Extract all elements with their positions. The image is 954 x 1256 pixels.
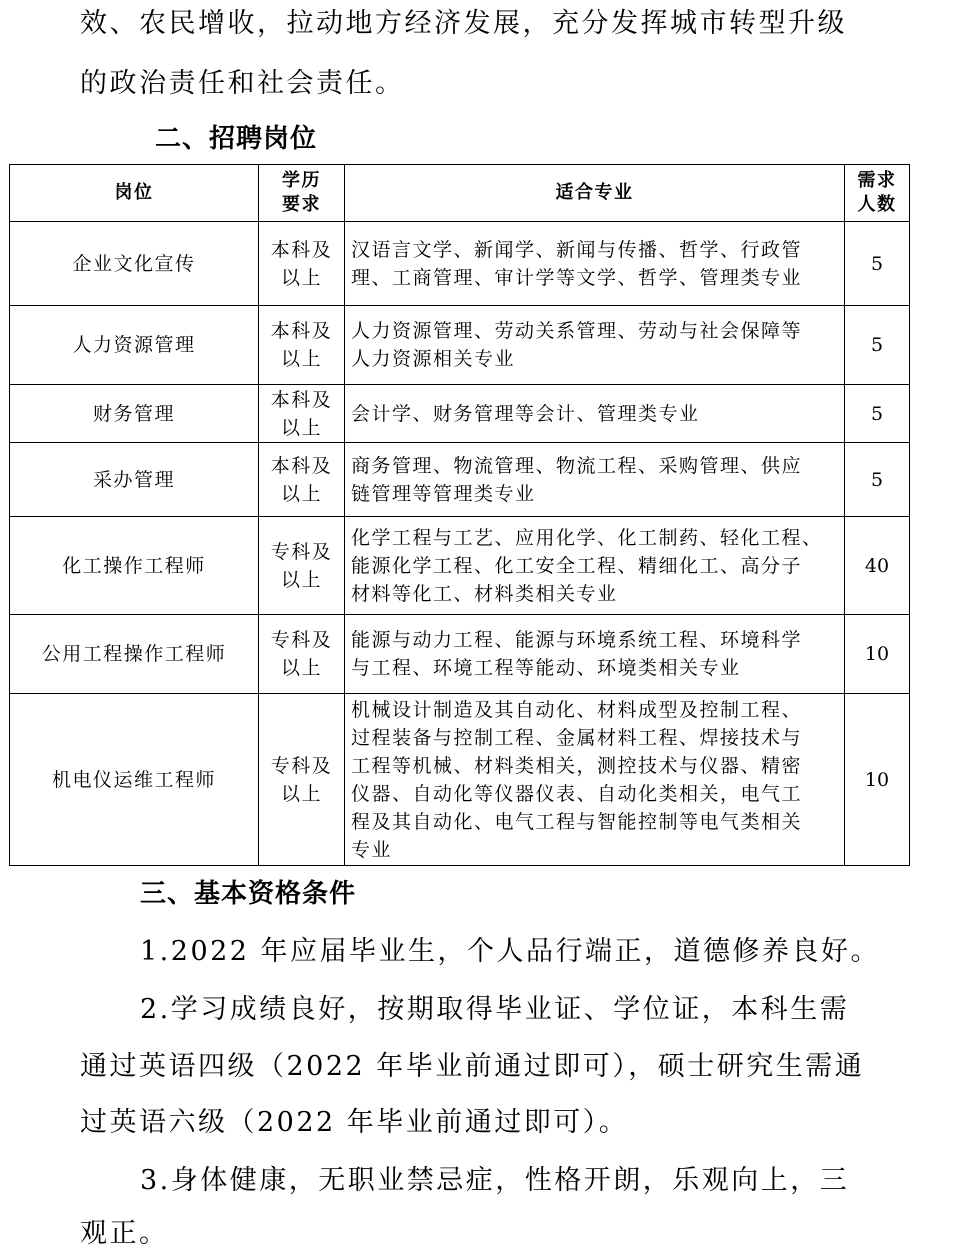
row-majors-line: 能源化学工程、化工安全工程、精细化工、高分子 bbox=[351, 554, 803, 577]
table-header-row bbox=[10, 165, 910, 222]
row-majors-line: 过程装备与控制工程、金属材料工程、焊接技术与 bbox=[351, 726, 803, 749]
row-majors-line: 会计学、财务管理等会计、管理类专业 bbox=[351, 402, 700, 425]
row-education-line: 以上 bbox=[280, 348, 322, 370]
recruitment-table bbox=[9, 164, 910, 866]
row-education-line: 以上 bbox=[280, 568, 322, 591]
row-majors bbox=[345, 615, 845, 694]
row-position: 企业文化宣传 bbox=[10, 222, 259, 306]
row-majors bbox=[345, 694, 845, 866]
row-majors bbox=[345, 222, 845, 306]
row-majors-line: 化学工程与工艺、应用化学、化工制药、轻化工程、 bbox=[351, 526, 823, 549]
section-2-heading: 二、招聘岗位 bbox=[155, 124, 318, 154]
row-education bbox=[259, 694, 345, 866]
row-majors-line: 仪器、自动化等仪器仪表、自动化类相关，电气工 bbox=[351, 782, 803, 805]
row-majors-line: 人力资源管理、劳动关系管理、劳动与社会保障等 bbox=[351, 320, 803, 342]
table-row bbox=[10, 306, 910, 385]
header-count-line-1: 需求 bbox=[857, 170, 897, 191]
row-education-line: 以上 bbox=[280, 782, 322, 805]
row-education-line: 本科及 bbox=[270, 320, 333, 342]
row-majors-line: 材料等化工、材料类相关专业 bbox=[351, 582, 618, 605]
row-count: 10 bbox=[845, 615, 910, 694]
intro-line-1: 效、农民增收，拉动地方经济发展，充分发挥城市转型升级 bbox=[80, 8, 847, 39]
row-majors-line: 与工程、环境工程等能动、环境类相关专业 bbox=[351, 657, 741, 679]
qualification-2-line-1: 2.学习成绩良好，按期取得毕业证、学位证，本科生需 bbox=[140, 994, 850, 1025]
header-education-line-1: 学历 bbox=[282, 170, 321, 191]
row-position: 采办管理 bbox=[10, 443, 259, 517]
header-education-line-2: 要求 bbox=[282, 194, 321, 215]
row-education-line: 专科及 bbox=[270, 754, 333, 777]
section-3-heading: 三、基本资格条件 bbox=[140, 879, 357, 909]
row-position: 化工操作工程师 bbox=[10, 517, 259, 615]
row-education bbox=[259, 385, 345, 443]
row-education bbox=[259, 306, 345, 385]
row-majors-line: 人力资源相关专业 bbox=[351, 348, 516, 370]
row-majors-line: 工程等机械、材料类相关，测控技术与仪器、精密 bbox=[351, 754, 803, 777]
row-majors-line: 链管理等管理类专业 bbox=[351, 482, 536, 505]
row-majors-line: 商务管理、物流管理、物流工程、采购管理、供应 bbox=[351, 454, 803, 477]
row-education bbox=[259, 222, 345, 306]
intro-line-2: 的政治责任和社会责任。 bbox=[80, 68, 405, 99]
row-position: 人力资源管理 bbox=[10, 306, 259, 385]
table-row bbox=[10, 443, 910, 517]
qualification-1: 1.2022 年应届毕业生，个人品行端正，道德修养良好。 bbox=[140, 936, 881, 967]
row-education-line: 专科及 bbox=[270, 540, 333, 563]
row-education bbox=[259, 615, 345, 694]
header-position: 岗位 bbox=[10, 165, 259, 222]
header-majors: 适合专业 bbox=[345, 165, 845, 222]
table-row bbox=[10, 517, 910, 615]
row-education-line: 以上 bbox=[280, 266, 322, 289]
row-education-line: 本科及 bbox=[270, 388, 333, 411]
row-education-line: 本科及 bbox=[270, 454, 333, 477]
qualification-2-line-2: 通过英语四级（2022 年毕业前通过即可），硕士研究生需通 bbox=[80, 1051, 865, 1082]
row-education bbox=[259, 517, 345, 615]
row-majors-line: 机械设计制造及其自动化、材料成型及控制工程、 bbox=[351, 698, 803, 721]
row-majors-line: 理、工商管理、审计学等文学、哲学、管理类专业 bbox=[351, 266, 803, 289]
row-count: 5 bbox=[845, 443, 910, 517]
row-count: 5 bbox=[845, 385, 910, 443]
table-row bbox=[10, 615, 910, 694]
row-education bbox=[259, 443, 345, 517]
header-education bbox=[259, 165, 345, 222]
table-row bbox=[10, 385, 910, 443]
row-position: 公用工程操作工程师 bbox=[10, 615, 259, 694]
row-education-line: 本科及 bbox=[270, 238, 333, 261]
table-row bbox=[10, 694, 910, 866]
row-count: 5 bbox=[845, 222, 910, 306]
row-majors-line: 专业 bbox=[351, 838, 393, 861]
row-position: 机电仪运维工程师 bbox=[10, 694, 259, 866]
row-education-line: 专科及 bbox=[270, 629, 333, 651]
header-count bbox=[845, 165, 910, 222]
row-majors bbox=[345, 443, 845, 517]
row-position: 财务管理 bbox=[10, 385, 259, 443]
table-row bbox=[10, 222, 910, 306]
row-majors bbox=[345, 517, 845, 615]
row-count: 10 bbox=[845, 694, 910, 866]
header-count-line-2: 人数 bbox=[857, 194, 897, 215]
row-majors-line: 程及其自动化、电气工程与智能控制等电气类相关 bbox=[351, 810, 803, 833]
row-majors bbox=[345, 306, 845, 385]
row-majors bbox=[345, 385, 845, 443]
row-majors-line: 汉语言文学、新闻学、新闻与传播、哲学、行政管 bbox=[351, 238, 803, 261]
row-education-line: 以上 bbox=[280, 416, 322, 439]
row-count: 40 bbox=[845, 517, 910, 615]
row-majors-line: 能源与动力工程、能源与环境系统工程、环境科学 bbox=[351, 629, 803, 651]
row-education-line: 以上 bbox=[280, 657, 322, 679]
row-education-line: 以上 bbox=[280, 482, 322, 505]
row-count: 5 bbox=[845, 306, 910, 385]
qualification-3-line-1: 3.身体健康，无职业禁忌症，性格开朗，乐观向上，三 bbox=[140, 1165, 850, 1196]
qualification-3-line-2: 观正。 bbox=[80, 1218, 169, 1249]
qualification-2-line-3: 过英语六级（2022 年毕业前通过即可）。 bbox=[80, 1107, 629, 1138]
